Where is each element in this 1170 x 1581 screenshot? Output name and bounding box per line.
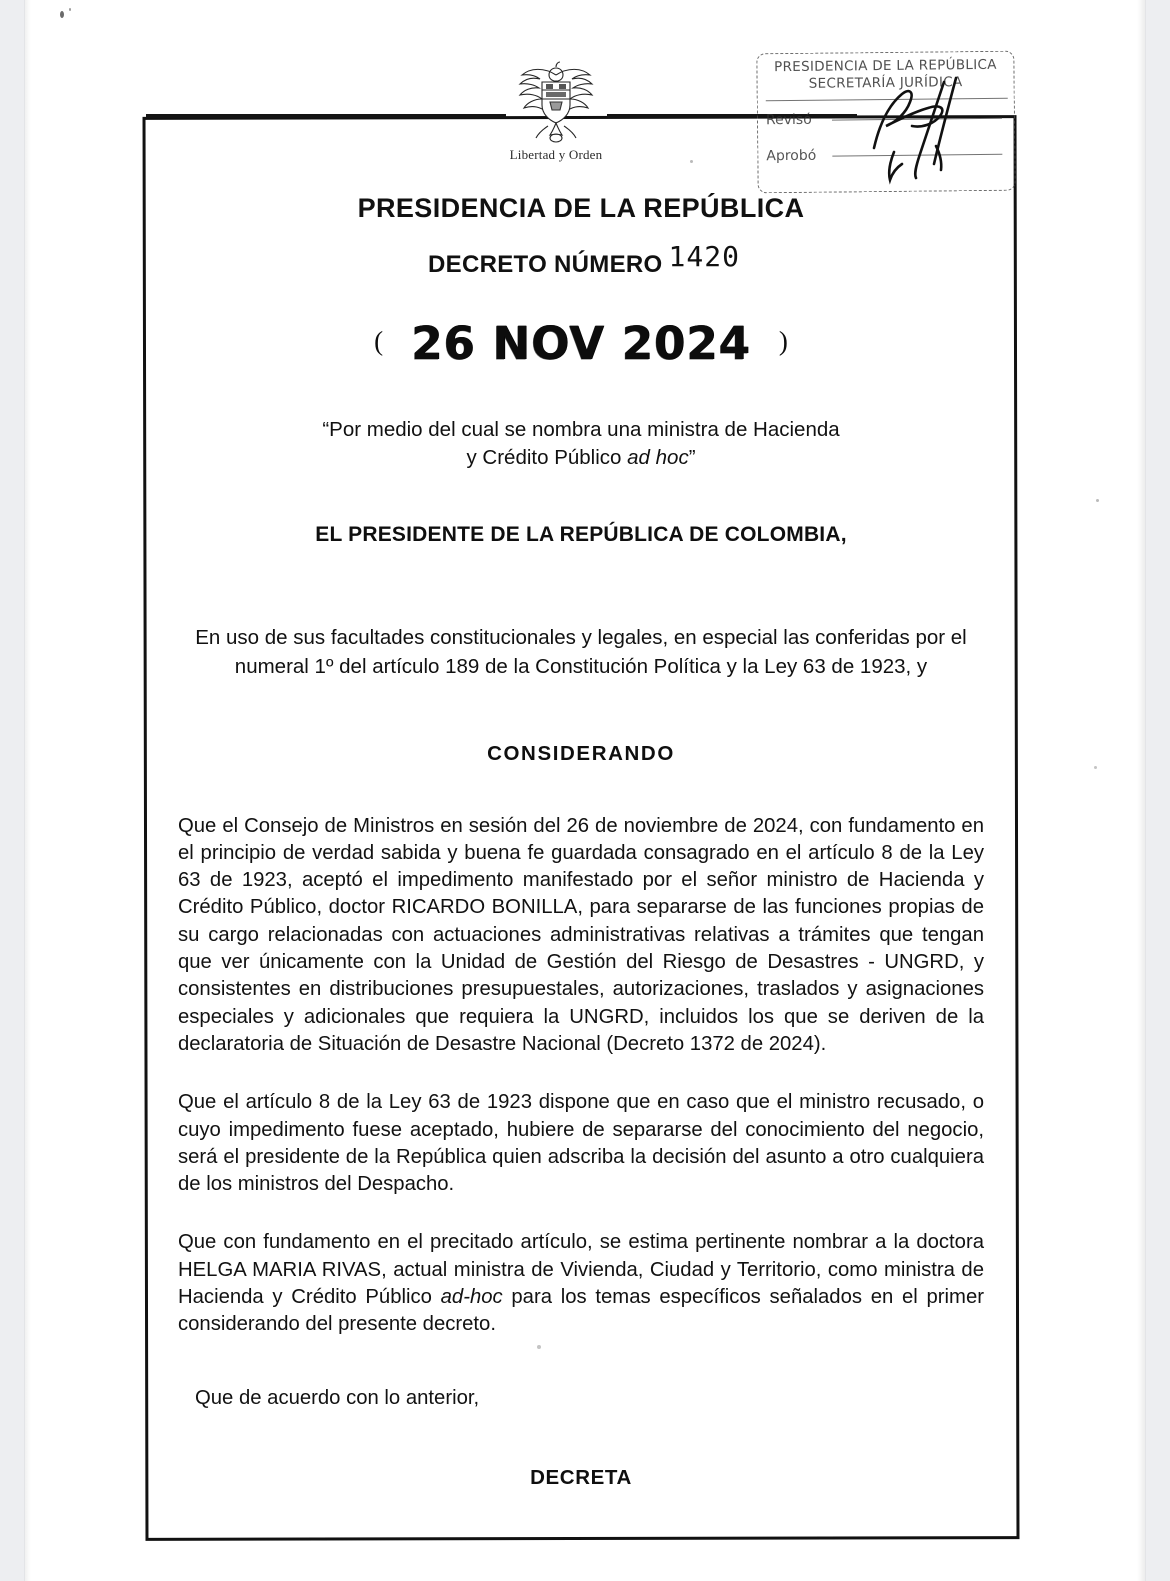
decree-number-value: 1420 (668, 240, 740, 273)
considerando-paragraph: Que el artículo 8 de la Ley 63 de 1923 dispone que en caso que el ministro recusado, o cuyo impedimento fuese aceptado, hubiere de separarse del conocimiento del negocio, será el presidente de la República quien adscriba la decisión del asunto a otro cualquiera de los ministros del Despacho. (178, 1091, 984, 1196)
paragraph-3-pre: Que con fundamento en el precitado artículo, se estima pertinente nombrar a la doctora HELGA MARIA RIVAS, actual ministra de Vivienda, Ciudad y Territorio, como ministra de Hacienda y Crédito Público (178, 1231, 984, 1309)
subject-line-2-italic: ad hoc (627, 445, 689, 469)
closing-text: Que de acuerdo con lo anterior, (195, 1386, 480, 1409)
coat-of-arms-motto: Libertad y Orden (509, 147, 603, 162)
page-title: PRESIDENCIA DE LA REPÚBLICA (357, 193, 805, 223)
preamble-text: En uso de sus facultades constitucionales y legales, en especial las conferidas por el numeral 1º del artículo 189 de la Constitución Política y la Ley 63 de 1923, y (195, 626, 967, 679)
paper-right-shadow (1137, 0, 1145, 1581)
decree-number-label: DECRETO NÚMERO (428, 251, 663, 278)
stamp-line-institution: PRESIDENCIA DE LA REPÚBLICA (774, 56, 997, 76)
decreta-heading: DECRETA (530, 1465, 632, 1489)
stamp-divider (766, 98, 1008, 102)
decree-date-line (178, 317, 984, 370)
decree-body (144, 116, 1018, 1490)
decree-number-line (178, 240, 984, 279)
stamp-aprobo-label: Aprobó (766, 147, 817, 165)
considerando-paragraph: Que el Consejo de Ministros en sesión del 26 de noviembre de 2024, con fundamento en el principio de verdad sabida y buena fe guardada consagrado en el artículo 8 de la Ley 63 de 1923, aceptó el impedimento manifestado por el señor ministro de Hacienda y Crédito Público, doctor RICARDO BONILLA, para separarse de las funciones propias de su cargo relacionadas con actuaciones administrativas relativas a trámites que tengan que ver únicamente con la Unidad de Gestión del Riesgo de Desastres - UNGRD, y consistentes en distribuciones presupuestales, autorizaciones, traslados y asignaciones especiales y adicionales que requiera la UNGRD, incluidos los que se deriven de la declaratoria de Situación de Desastre Nacional (Decreto 1372 de 2024). (178, 814, 984, 1055)
considerando-paragraph (178, 1229, 984, 1338)
stamp-reviso-label: Revisó (765, 111, 812, 129)
paper-left-shadow (25, 0, 31, 1581)
subject-line-2-post: ” (688, 445, 696, 469)
ink-speck (60, 11, 64, 18)
ink-speck (1094, 766, 1097, 769)
subject-line-2-pre: y Crédito Público (466, 445, 628, 469)
ink-speck (69, 8, 71, 11)
ink-speck (1096, 499, 1099, 502)
paragraph-3-post: para los temas específicos señalados en el primer considerando del presente decreto. (178, 1286, 984, 1336)
subject-line-1: “Por medio del cual se nombra una ministra de Hacienda (322, 418, 840, 441)
paren-close: ) (778, 326, 788, 356)
paragraph-3-italic: ad-hoc (440, 1286, 503, 1309)
decree-subject (178, 416, 984, 471)
stamp-line-office: SECRETARÍA JURÍDICA (808, 74, 963, 92)
decree-date-stamp: 26 NOV 2024 (411, 317, 751, 370)
president-heading: EL PRESIDENTE DE LA REPÚBLICA DE COLOMBIA, (315, 523, 847, 547)
considerando-heading: CONSIDERANDO (487, 741, 675, 765)
paren-open: ( (374, 326, 384, 356)
